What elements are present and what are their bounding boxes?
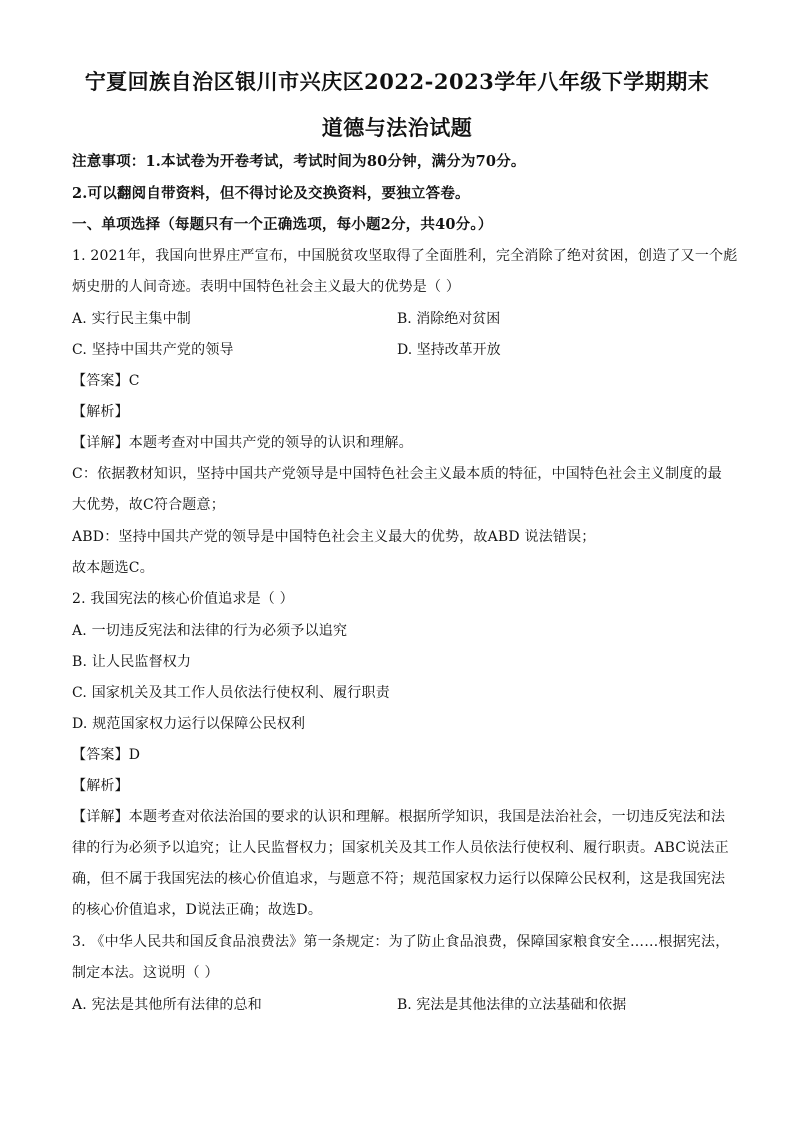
notes-line-1: 注意事项：1.本试卷为开卷考试，考试时间为80分钟，满分为70分。 [72, 153, 526, 170]
q2-option-d: D. 规范国家权力运行以保障公民权利 [72, 716, 306, 732]
q2-detail-line-1: 【详解】本题考查对依法治国的要求的认识和理解。根据所学知识，我国是法治社会，一切违反宪法和法 [72, 809, 726, 825]
q2-stem: 2. 我国宪法的核心价值追求是（ ） [72, 591, 294, 607]
q1-stem-line-1: 1. 2021年，我国向世界庄严宣布，中国脱贫攻坚取得了全面胜利，完全消除了绝对贫困，创造了又一个彪 [72, 248, 738, 264]
q1-explanation-line-1: C：依据教材知识，坚持中国共产党领导是中国特色社会主义最本质的特征，中国特色社会主义制度的最 [72, 466, 722, 482]
q1-option-a: A. 实行民主集中制 [72, 311, 192, 327]
q2-analysis-label: 【解析】 [72, 778, 129, 794]
q1-explanation-line-3: ABD：坚持中国共产党的领导是中国特色社会主义最大的优势，故ABD 说法错误； [72, 529, 596, 545]
notes-line-2: 2.可以翻阅自带资料，但不得讨论及交换资料，要独立答卷。 [72, 185, 470, 202]
q3-option-a: A. 宪法是其他所有法律的总和 [72, 997, 263, 1013]
q2-detail-line-2: 律的行为必须予以追究；让人民监督权力；国家机关及其工作人员依法行使权利、履行职责。ABC说法正 [72, 840, 729, 856]
q1-answer: 【答案】C [72, 373, 140, 389]
q1-option-c: C. 坚持中国共产党的领导 [72, 342, 234, 358]
q2-detail-line-3: 确，但不属于我国宪法的核心价值追求，与题意不符；规范国家权力运行以保障公民权利，这是我国宪法 [72, 871, 726, 887]
q3-option-b: B. 宪法是其他法律的立法基础和依据 [397, 997, 627, 1013]
q1-detail: 【详解】本题考查对中国共产党的领导的认识和理解。 [72, 435, 413, 451]
q1-stem-line-2: 炳史册的人间奇迹。表明中国特色社会主义最大的优势是（ ） [72, 279, 461, 295]
q3-stem-line-1: 3. 《中华人民共和国反食品浪费法》第一条规定：为了防止食品浪费，保障国家粮食安全……根据宪法， [72, 934, 730, 950]
q1-explanation-line-2: 大优势，故C符合题意； [72, 497, 225, 513]
q2-option-b: B. 让人民监督权力 [72, 654, 192, 670]
q3-stem-line-2: 制定本法。这说明（ ） [72, 965, 219, 981]
q1-option-d: D. 坚持改革开放 [397, 342, 501, 358]
q1-analysis-label: 【解析】 [72, 404, 129, 420]
q2-option-c: C. 国家机关及其工作人员依法行使权利、履行职责 [72, 685, 390, 701]
q1-option-b: B. 消除绝对贫困 [397, 311, 501, 327]
title-line-2: 道德与法治试题 [321, 115, 473, 140]
q1-explanation-line-4: 故本题选C。 [72, 560, 154, 576]
q2-option-a: A. 一切违反宪法和法律的行为必须予以追究 [72, 623, 348, 639]
q2-detail-line-4: 的核心价值追求，D说法正确；故选D。 [72, 902, 323, 918]
q2-answer: 【答案】D [72, 747, 141, 763]
title-line-1: 宁夏回族自治区银川市兴庆区2022-2023学年八年级下学期期末 [84, 69, 710, 94]
section-heading: 一、单项选择（每题只有一个正确选项，每小题2分，共40分。） [72, 216, 493, 233]
